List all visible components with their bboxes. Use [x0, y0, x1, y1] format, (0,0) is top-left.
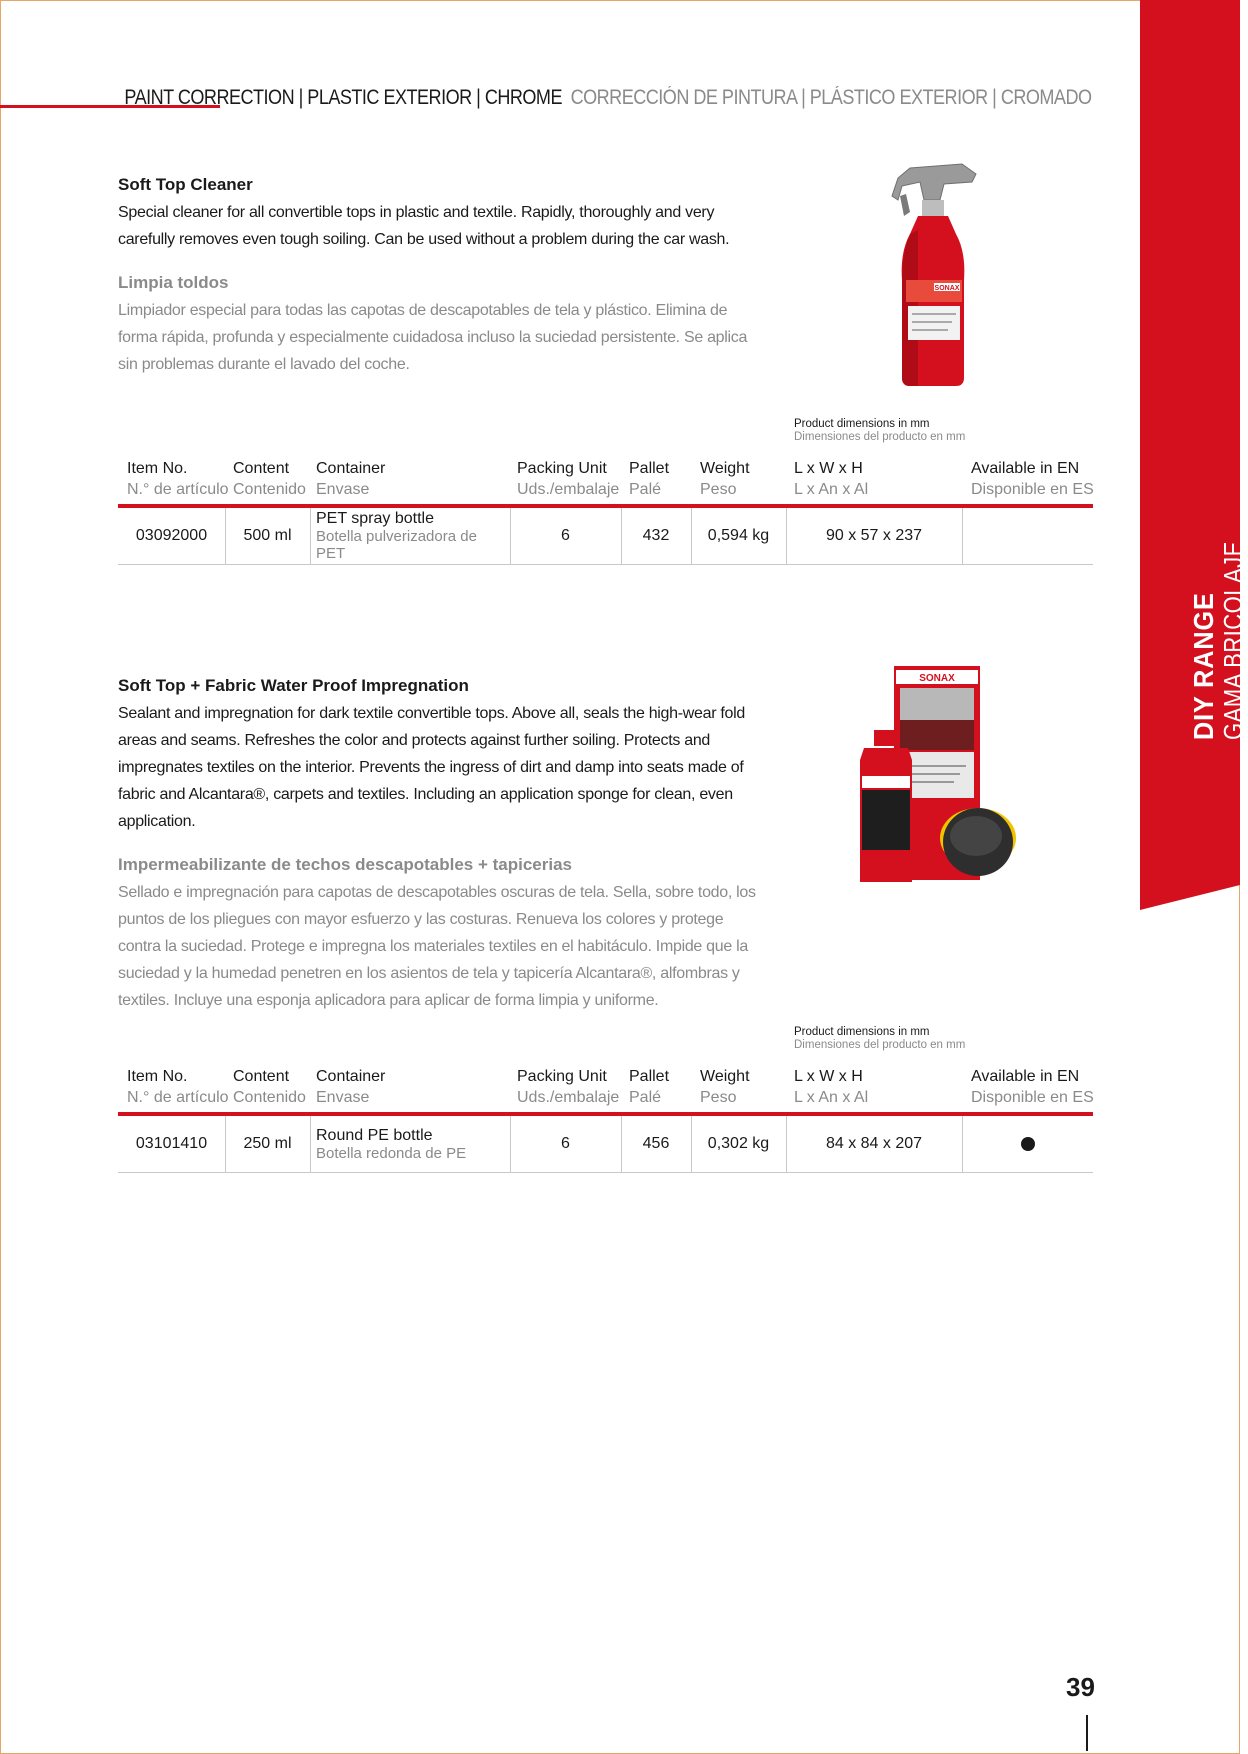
page-header [125, 86, 1092, 110]
column-headers [118, 458, 1093, 508]
col-item-es: N.° de artículo [127, 481, 229, 498]
col-packing [517, 458, 619, 500]
spray-bottle-brand: SONAX [934, 285, 960, 292]
cell-content: 500 ml [225, 508, 311, 564]
col-container-es: Envase [316, 481, 370, 498]
col-pallet [629, 1066, 669, 1108]
col-packing-en: Packing Unit [517, 1068, 607, 1085]
col-item-en: Item No. [127, 460, 188, 477]
dims-header-es: Dimensiones del producto en mm [794, 431, 966, 443]
impregnation-kit-image [850, 660, 1020, 890]
col-item [127, 1066, 229, 1108]
availability-dot-icon [1021, 1137, 1035, 1151]
sidebar-title: DIY RANGE [1188, 592, 1219, 740]
spray-bottle-image [880, 160, 990, 390]
table-row [118, 508, 1093, 565]
column-headers [118, 1066, 1093, 1116]
col-available-es: Disponible en ES [971, 481, 1094, 498]
page-number-rule [1086, 1715, 1088, 1751]
cell-dims: 84 x 84 x 207 [786, 1116, 963, 1172]
col-item-en: Item No. [127, 1068, 188, 1085]
sidebar-label [1190, 506, 1246, 740]
cell-container-en: Round PE bottle [316, 1126, 433, 1144]
product-title-es: Impermeabilizante de techos descapotables + tapicerias [118, 855, 572, 874]
sidebar-subtitle: GAMA BRICOLAJE [1218, 541, 1248, 740]
table-row [118, 1116, 1093, 1173]
product-desc-es: Sellado e impregnación para capotas de descapotables oscuras de tela. Sella, sobre todo, los puntos de los pliegues con mayor esfuerzo y las costuras. Renueva los colores y protege contra la suciedad. Protege e impregna los materiales textiles en el habitáculo. Impide que la suciedad y la humedad penetren en los asientos de tela y tapicería Alcantara®, alfombras y textiles. Incluye una esponja aplicadora para aplicar de forma limpia y uniforme. [118, 884, 756, 1009]
col-weight [700, 458, 750, 500]
col-content-es: Contenido [233, 481, 306, 498]
product-desc-en: Special cleaner for all convertible tops in plastic and textile. Rapidly, thoroughly and very carefully removes even tough soiling. Can be used without a problem during the car wash. [118, 204, 730, 248]
header-en: PAINT CORRECTION | PLASTIC EXTERIOR | CHROME [124, 86, 563, 109]
col-packing-en: Packing Unit [517, 460, 607, 477]
dims-header [794, 1026, 965, 1052]
col-container [316, 458, 385, 500]
col-container [316, 1066, 385, 1108]
col-available [971, 458, 1094, 500]
cell-content: 250 ml [225, 1116, 311, 1172]
cell-weight: 0,302 kg [691, 1116, 787, 1172]
col-container-en: Container [316, 460, 386, 477]
cell-container-es: Botella redonda de PE [316, 1144, 467, 1162]
dims-header-en: Product dimensions in mm [794, 1026, 930, 1038]
col-content [233, 458, 306, 500]
col-weight-en: Weight [700, 1068, 750, 1085]
col-dims [794, 458, 868, 500]
col-content-en: Content [233, 1068, 290, 1085]
col-item [127, 458, 229, 500]
dims-header [794, 418, 965, 444]
cell-container [310, 508, 511, 564]
sidebar-tab [1140, 0, 1240, 910]
col-item-es: N.° de artículo [127, 1089, 229, 1106]
col-dims-es: L x An x Al [794, 1089, 869, 1106]
col-available-es: Disponible en ES [971, 1089, 1094, 1106]
col-content [233, 1066, 306, 1108]
col-available-en: Available in EN [971, 1068, 1080, 1085]
col-available [971, 1066, 1094, 1108]
cell-packing: 6 [510, 508, 622, 564]
cell-available [962, 508, 1093, 564]
product-desc-en: Sealant and impregnation for dark textile convertible tops. Above all, seals the high-wear fold areas and seams. Refreshes the color and protects against further soiling. Protects and impregnates textiles on the interior. Prevents the ingress of dirt and damp into seats made of fabric and Alcantara®, carpets and textiles. Including an application sponge for clean, even application. [118, 705, 745, 830]
col-content-en: Content [233, 460, 290, 477]
col-weight-en: Weight [700, 460, 750, 477]
col-pallet-es: Palé [629, 481, 662, 498]
cell-weight: 0,594 kg [691, 508, 787, 564]
cell-container-en: PET spray bottle [316, 510, 434, 527]
col-pallet-en: Pallet [629, 1068, 670, 1085]
cell-item: 03101410 [118, 1116, 226, 1172]
col-dims-en: L x W x H [794, 1068, 863, 1085]
col-container-es: Envase [316, 1089, 370, 1106]
col-container-en: Container [316, 1068, 386, 1085]
cell-packing: 6 [510, 1116, 622, 1172]
col-pallet-es: Palé [629, 1089, 662, 1106]
col-weight [700, 1066, 750, 1108]
cell-dims: 90 x 57 x 237 [786, 508, 963, 564]
col-content-es: Contenido [233, 1089, 306, 1106]
product-title-es: Limpia toldos [118, 273, 229, 292]
product-title-en: Soft Top + Fabric Water Proof Impregnation [118, 676, 469, 695]
page-number: 39 [1066, 1672, 1095, 1702]
header-es: CORRECCIÓN DE PINTURA | PLÁSTICO EXTERIOR | CROMADO [571, 86, 1092, 109]
cell-pallet: 432 [621, 508, 692, 564]
product-desc-es: Limpiador especial para todas las capotas de descapotables de tela y plástico. Elimina de forma rápida, profunda y especialmente cuidadosa incluso la suciedad persistente. Se aplica sin problemas durante el lavado del coche. [118, 302, 748, 373]
col-pallet-en: Pallet [629, 460, 670, 477]
cell-container [310, 1116, 511, 1172]
cell-pallet: 456 [621, 1116, 692, 1172]
col-packing-es: Uds./embalaje [517, 481, 620, 498]
col-packing [517, 1066, 619, 1108]
col-weight-es: Peso [700, 481, 737, 498]
col-dims-en: L x W x H [794, 460, 863, 477]
dims-header-en: Product dimensions in mm [794, 418, 930, 430]
col-dims [794, 1066, 868, 1108]
cell-available [962, 1116, 1093, 1172]
dims-header-es: Dimensiones del producto en mm [794, 1039, 966, 1051]
cell-item: 03092000 [118, 508, 226, 564]
kit-box-brand: SONAX [919, 673, 955, 684]
col-pallet [629, 458, 669, 500]
col-packing-es: Uds./embalaje [517, 1089, 620, 1106]
product-title-en: Soft Top Cleaner [118, 175, 253, 194]
col-dims-es: L x An x Al [794, 481, 869, 498]
col-weight-es: Peso [700, 1089, 737, 1106]
col-available-en: Available in EN [971, 460, 1080, 477]
cell-container-es: Botella pulverizadora de PET [316, 528, 477, 562]
